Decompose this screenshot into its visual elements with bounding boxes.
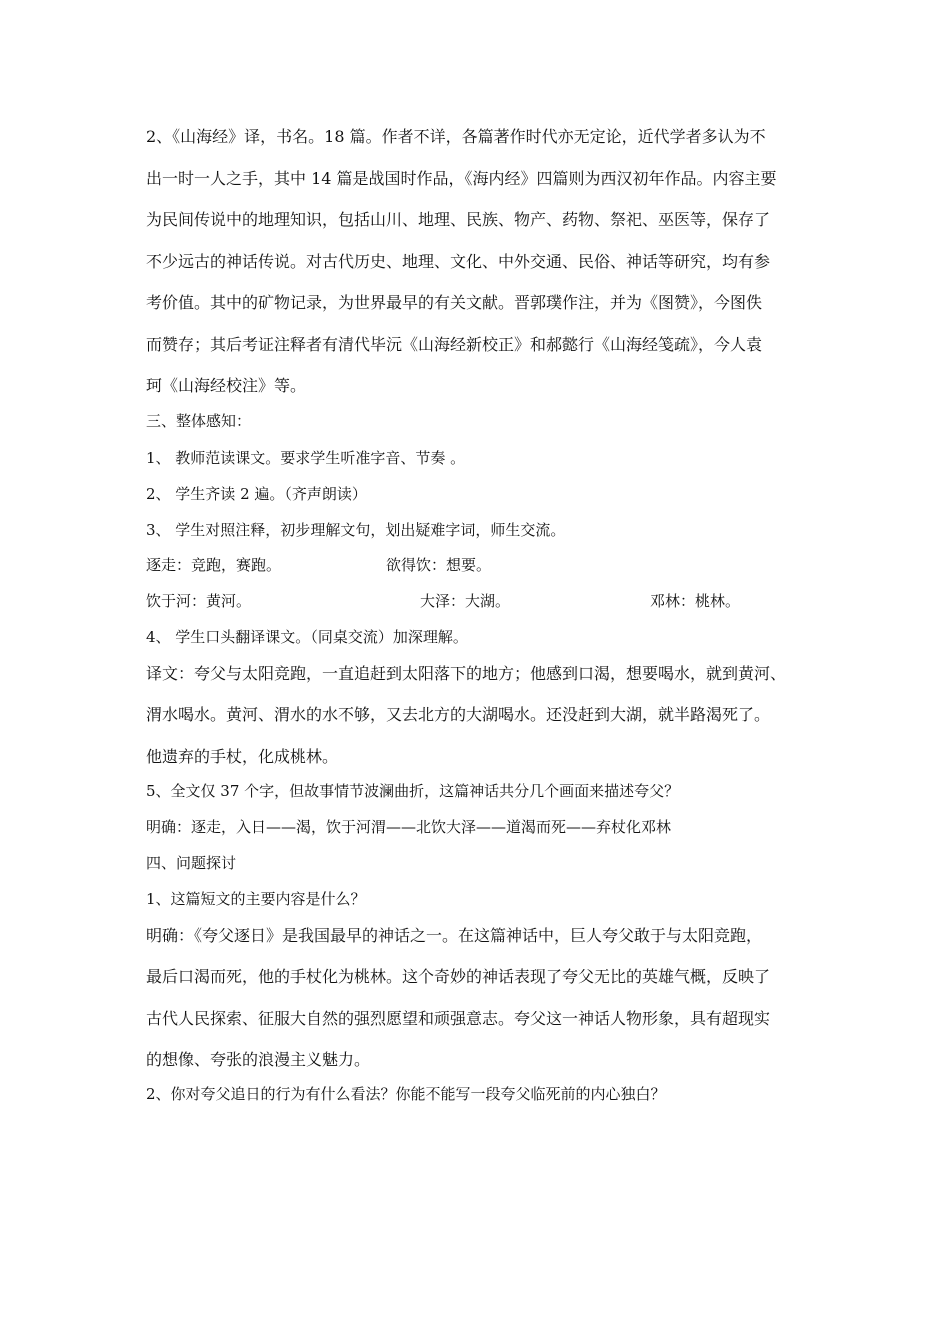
question-line: 1、这篇短文的主要内容是什么？ xyxy=(146,890,366,908)
text-line: 的想像、夸张的浪漫主义魅力。 xyxy=(146,1050,371,1069)
vocab-item: 邓林：桃林。 xyxy=(650,592,741,610)
text-line: 珂《山海经校注》等。 xyxy=(146,376,307,395)
question-line: 5、全文仅 37 个字，但故事情节波澜曲折，这篇神话共分几个画面来描述夸父？ xyxy=(146,782,680,800)
list-item: 3、 学生对照注释，初步理解文句，划出疑难字词，师生交流。 xyxy=(146,521,566,539)
vocab-item: 饮于河：黄河。 xyxy=(146,592,252,610)
text-line: 考价值。其中的矿物记录，为世界最早的有关文献。晋郭璞作注，并为《图赞》，今图佚 xyxy=(146,293,763,312)
vocab-item: 大泽：大湖。 xyxy=(420,592,511,610)
text-line: 为民间传说中的地理知识，包括山川、地理、民族、物产、药物、祭祀、巫医等，保存了 xyxy=(146,210,771,229)
vocab-item: 欲得饮：想要。 xyxy=(386,556,492,574)
section-heading: 三、整体感知： xyxy=(146,412,252,430)
text-line: 渭水喝水。黄河、渭水的水不够，又去北方的大湖喝水。还没赶到大湖，就半路渴死了。 xyxy=(146,705,771,724)
answer-line: 明确：逐走，入日——渴，饮于河渭——北饮大泽——道渴而死——弃杖化邓林 xyxy=(146,818,672,836)
text-line: 2、《山海经》译，书名。18 篇。作者不详，各篇著作时代亦无定论，近代学者多认为不 xyxy=(146,127,766,146)
section-heading: 四、问题探讨 xyxy=(146,854,237,872)
text-line: 明确：《夸父逐日》是我国最早的神话之一。在这篇神话中，巨人夸父敢于与太阳竞跑， xyxy=(146,926,763,945)
text-line: 古代人民探索、征服大自然的强烈愿望和顽强意志。夸父这一神话人物形象，具有超现实 xyxy=(146,1009,771,1028)
text-line: 而赞存；其后考证注释者有清代毕沅《山海经新校正》和郝懿行《山海经笺疏》，今人袁 xyxy=(146,335,763,354)
text-line: 译文：夸父与太阳竞跑，一直追赶到太阳落下的地方；他感到口渴，想要喝水，就到黄河、 xyxy=(146,664,787,683)
list-item: 4、 学生口头翻译课文。（同桌交流）加深理解。 xyxy=(146,628,468,646)
list-item: 1、 教师范读课文。要求学生听准字音、节奏 。 xyxy=(146,449,466,467)
text-line: 不少远古的神话传说。对古代历史、地理、文化、中外交通、民俗、神话等研究，均有参 xyxy=(146,252,771,271)
text-line: 他遗弃的手杖，化成桃林。 xyxy=(146,747,339,766)
text-line: 出一时一人之手，其中 14 篇是战国时作品，《海内经》四篇则为西汉初年作品。内容主要 xyxy=(146,169,777,188)
vocab-item: 逐走：竞跑，赛跑。 xyxy=(146,556,282,574)
list-item: 2、 学生齐读 2 遍。（齐声朗读） xyxy=(146,485,367,503)
text-line: 最后口渴而死，他的手杖化为桃林。这个奇妙的神话表现了夸父无比的英雄气概，反映了 xyxy=(146,967,771,986)
question-line: 2、你对夸父追日的行为有什么看法？你能不能写一段夸父临死前的内心独白？ xyxy=(146,1085,666,1103)
